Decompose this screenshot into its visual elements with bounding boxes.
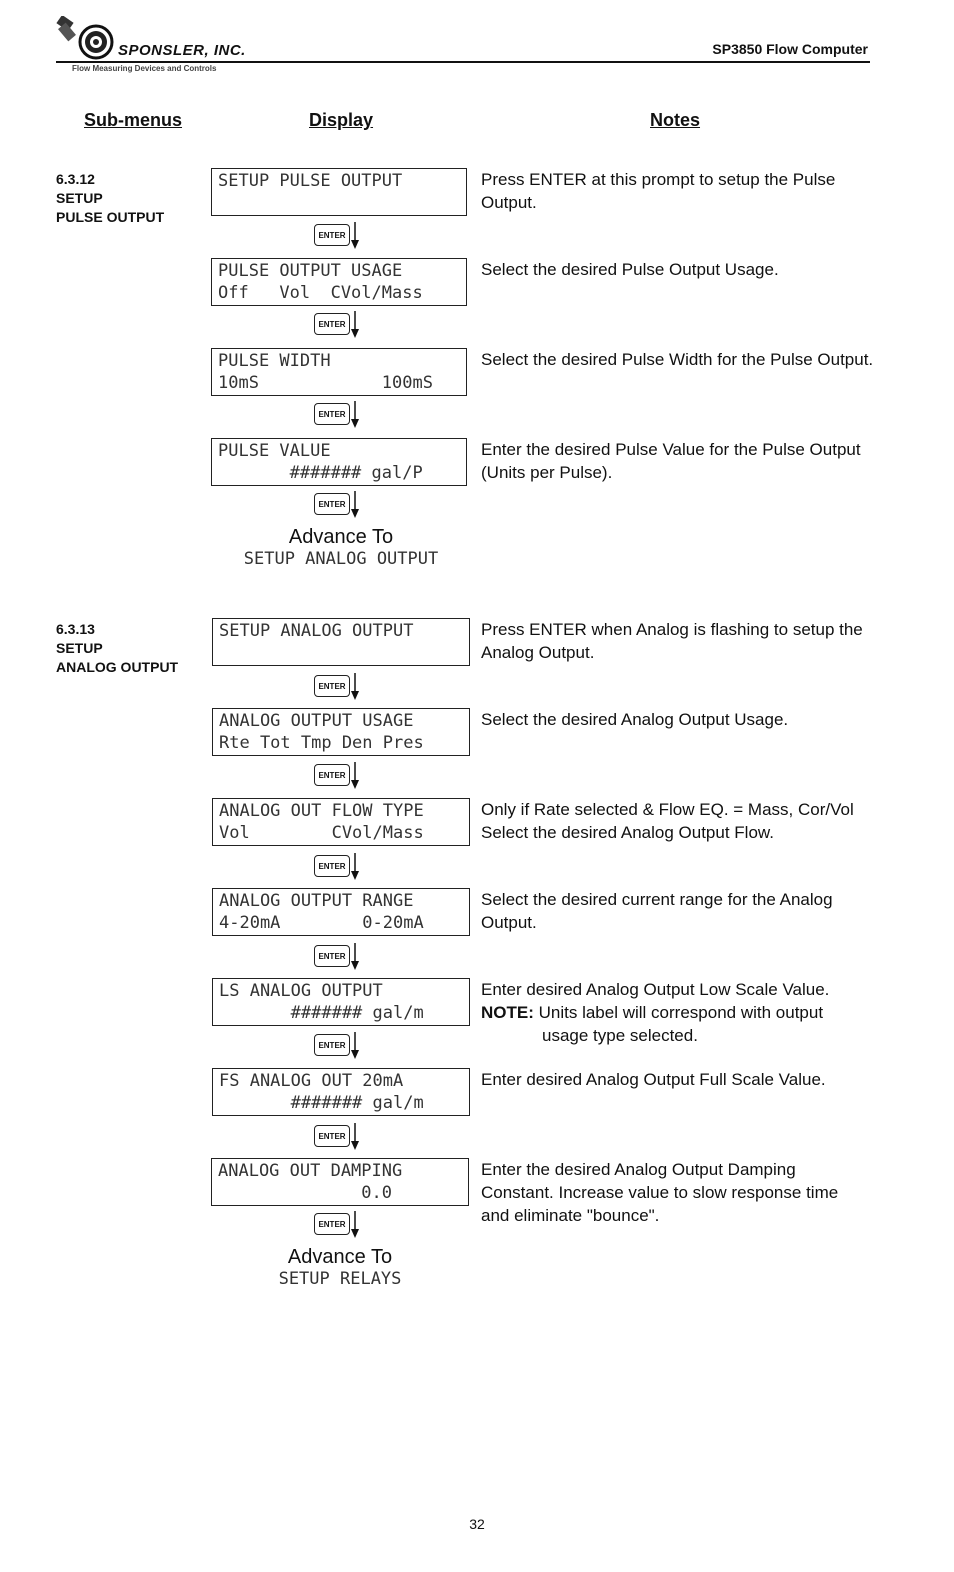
- advance-to-label: Advance To: [287, 1246, 393, 1268]
- note-text: Select the desired Pulse Output Usage.: [481, 260, 779, 279]
- lcd-display: [212, 618, 470, 666]
- lcd-line-2: ####### gal/m: [219, 1003, 424, 1023]
- enter-key-label: ENTER: [314, 945, 350, 967]
- advance-target: SETUP ANALOG OUTPUT: [243, 549, 439, 569]
- note-text: Enter desired Analog Output Full Scale Value.: [481, 1070, 826, 1089]
- section-title-line: PULSE OUTPUT: [56, 209, 165, 225]
- brand-name: SPONSLER, INC.: [118, 42, 246, 59]
- enter-key: [314, 491, 358, 519]
- lcd-line-1: FS ANALOG OUT 20mA: [219, 1071, 404, 1091]
- advance-to-block: [211, 526, 471, 569]
- lcd-line-1: ANALOG OUT FLOW TYPE: [219, 801, 424, 821]
- enter-key: [314, 401, 358, 429]
- enter-key-label: ENTER: [314, 224, 350, 246]
- note-text: Only if Rate selected & Flow EQ. = Mass, Cor/Vol Select the desired Analog Output Flow.: [481, 800, 854, 842]
- down-arrow-icon: [351, 1123, 359, 1151]
- lcd-display: [212, 978, 470, 1026]
- down-arrow-icon: [351, 1032, 359, 1060]
- down-arrow-icon: [351, 222, 359, 250]
- lcd-display: [212, 798, 470, 846]
- lcd-line-2: Rte Tot Tmp Den Pres: [219, 733, 424, 753]
- advance-target: SETUP RELAYS: [278, 1269, 402, 1289]
- lcd-line-1: PULSE VALUE: [218, 441, 331, 461]
- lcd-line-1: PULSE WIDTH: [218, 351, 331, 371]
- enter-key: [314, 673, 358, 701]
- lcd-display: [211, 438, 467, 486]
- lcd-line-2: ####### gal/m: [219, 1093, 424, 1113]
- column-heading-submenus: Sub-menus: [84, 110, 183, 130]
- lcd-display: [211, 258, 467, 306]
- lcd-line-2: ####### gal/P: [218, 463, 423, 483]
- enter-key-label: ENTER: [314, 1213, 350, 1235]
- advance-to-block: [211, 1246, 469, 1289]
- lcd-line-1: ANALOG OUTPUT RANGE: [219, 891, 414, 911]
- section-title-line: SETUP: [56, 640, 103, 656]
- note-text: Select the desired Pulse Width for the Pulse Output.: [481, 350, 874, 369]
- lcd-display: [212, 1068, 470, 1116]
- note-text: [481, 978, 881, 1047]
- lcd-line-1: SETUP ANALOG OUTPUT: [219, 621, 414, 641]
- enter-key: [314, 311, 358, 339]
- section-title-line: ANALOG OUTPUT: [56, 659, 179, 675]
- note-text: Press ENTER at this prompt to setup the Pulse Output.: [481, 170, 836, 212]
- down-arrow-icon: [351, 943, 359, 971]
- lcd-line-1: LS ANALOG OUTPUT: [219, 981, 383, 1001]
- lcd-line-2: [218, 192, 460, 214]
- enter-key-label: ENTER: [314, 855, 350, 877]
- enter-key: [314, 1211, 358, 1239]
- enter-key: [314, 222, 358, 250]
- lcd-line-2: 4-20mA 0-20mA: [219, 913, 424, 933]
- enter-key: [314, 1123, 358, 1151]
- note-label: NOTE:: [481, 1003, 534, 1022]
- lcd-line-1: SETUP PULSE OUTPUT: [218, 171, 403, 191]
- enter-key: [314, 943, 358, 971]
- down-arrow-icon: [351, 762, 359, 790]
- note-text: Enter the desired Analog Output Damping Constant. Increase value to slow response time and eliminate "bounce".: [481, 1160, 839, 1225]
- down-arrow-icon: [351, 491, 359, 519]
- lcd-line-1: ANALOG OUTPUT USAGE: [219, 711, 414, 731]
- note-text: Select the desired current range for the Analog Output.: [481, 890, 833, 932]
- down-arrow-icon: [351, 853, 359, 881]
- lcd-line-1: PULSE OUTPUT USAGE: [218, 261, 403, 281]
- page-number: 32: [469, 1516, 485, 1532]
- note-line: [481, 1001, 881, 1024]
- enter-key-label: ENTER: [314, 313, 350, 335]
- lcd-line-2: Off Vol CVol/Mass: [218, 283, 423, 303]
- enter-key-label: ENTER: [314, 403, 350, 425]
- document-title: SP3850 Flow Computer: [712, 41, 868, 57]
- enter-key: [314, 853, 358, 881]
- note-text: Press ENTER when Analog is flashing to setup the Analog Output.: [481, 620, 863, 662]
- down-arrow-icon: [351, 1211, 359, 1239]
- column-heading-display: Display: [309, 110, 374, 130]
- brand-tagline: Flow Measuring Devices and Controls: [72, 64, 217, 73]
- lcd-line-2: 0.0: [218, 1183, 392, 1203]
- company-logo-icon: [56, 16, 116, 67]
- down-arrow-icon: [351, 311, 359, 339]
- lcd-line-2: 10mS 100mS: [218, 373, 433, 393]
- advance-to-label: Advance To: [288, 526, 394, 548]
- note-line: Enter desired Analog Output Low Scale Value.: [481, 980, 830, 999]
- lcd-line-2: Vol CVol/Mass: [219, 823, 424, 843]
- section-label-analog-output: [56, 620, 178, 677]
- column-heading-notes: Notes: [650, 110, 701, 130]
- section-number: 6.3.13: [56, 621, 95, 637]
- lcd-line-2: [219, 642, 463, 664]
- lcd-display: [211, 168, 467, 216]
- enter-key: [314, 762, 358, 790]
- note-text: Select the desired Analog Output Usage.: [481, 710, 789, 729]
- section-label-pulse-output: [56, 170, 164, 227]
- enter-key: [314, 1032, 358, 1060]
- enter-key-label: ENTER: [314, 493, 350, 515]
- lcd-display: [211, 1158, 469, 1206]
- lcd-display: [212, 708, 470, 756]
- enter-key-label: ENTER: [314, 1125, 350, 1147]
- down-arrow-icon: [351, 673, 359, 701]
- section-number: 6.3.12: [56, 171, 95, 187]
- enter-key-label: ENTER: [314, 675, 350, 697]
- lcd-line-1: ANALOG OUT DAMPING: [218, 1161, 403, 1181]
- note-detail-continued: usage type selected.: [542, 1026, 698, 1045]
- enter-key-label: ENTER: [314, 764, 350, 786]
- lcd-display: [211, 348, 467, 396]
- note-detail: Units label will correspond with output: [538, 1003, 824, 1022]
- enter-key-label: ENTER: [314, 1034, 350, 1056]
- down-arrow-icon: [351, 401, 359, 429]
- note-text: Enter the desired Pulse Value for the Pulse Output (Units per Pulse).: [481, 440, 861, 482]
- lcd-display: [212, 888, 470, 936]
- section-title-line: SETUP: [56, 190, 103, 206]
- header-divider: [56, 61, 870, 63]
